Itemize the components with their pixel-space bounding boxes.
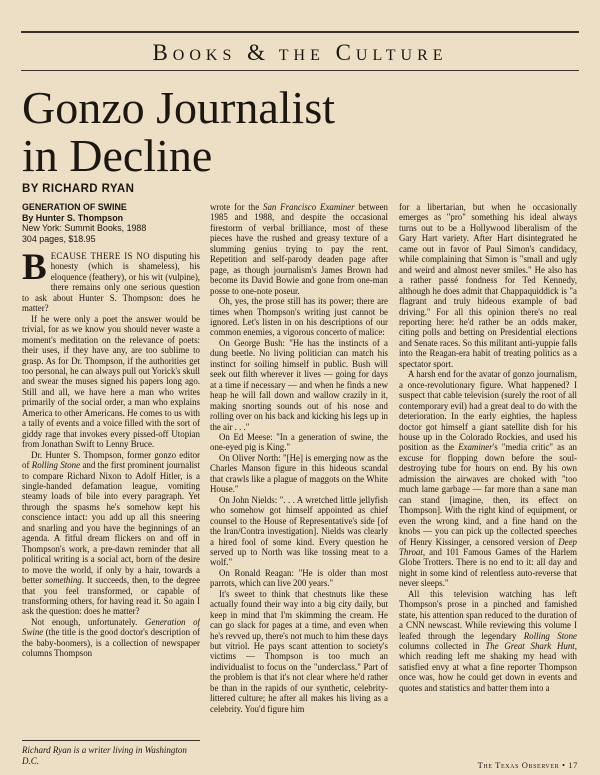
col1-p3-text: Dr. Hunter S. Thompson, former gonzo editor of — [22, 449, 200, 471]
col1-p3-text-3: . It succeeds, then, to the degree that you feel transformed, or capable of transforming others, for having read it. So again I ask the question: does he matter? — [22, 575, 200, 617]
book-title: GENERATION OF SWINE — [22, 202, 127, 212]
page-footer — [478, 760, 578, 770]
col3-p3 — [399, 589, 577, 694]
col2-p1-emph: San Francisco Examiner — [263, 202, 355, 212]
section-rule — [21, 70, 579, 71]
col2-p7: On Ronald Reagan: "He is older than most parrots, which can live 200 years." — [210, 567, 388, 589]
page-number: 17 — [568, 760, 578, 770]
col1-p2: If he were only a poet the answer would be trivial, for as we know you should never waste a moment's meditation on the relevance of poets: their uses, if they have any, are too sublime to grasp. As for Dr. Thompson, if the authorities get too personal, he can always pull out Yorick's skull and swear the muses signed his papers long ago. Still and all, we have here a man who writes primarily of the social order, a man who explains America to other Americans. He comes to us with a tally of events and a voice filled with the sort of giddy rage that invokes every pissed-off Utopian from Jonathan Swift to Lenny Bruce. — [22, 313, 200, 450]
headline — [22, 84, 442, 180]
col3-p3-emph: Rolling Stone — [523, 630, 577, 641]
col3-p2-text: A harsh end for the avatar of gonzo journalism, a once-revolutionary figure. What happened? I suspect that cable television (surely the root of all contemporary evil) had a great deal to do with the deterioration. In the early eighties, the hapless doctor got himself a giant satellite dish for his house up in the Colorado Rockies, and used his position as the — [399, 369, 577, 453]
col3-p1: for a libertarian, but when he occasionally emerges as "pro" something his ideal always turns out to be a Hollywood liberalism of the Gary Hart variety. After Hart disintegrated he came out in favor of Paul Simon's candidacy, while complaining that Simon is "small and ugly and weird and almost never smiles." He also has a rather passé fondness for Ted Kennedy, although he does admit that Chappaquiddick is "a flagrant and truly hideous example of bad driving." For all this opinion there's no real reporting here: he'd rather be an odds maker, citing polls and betting on Presidential elections and Senate races. So this militant anti-yuppie falls into the Reagan-era habit of treating politics as a spectator sport. — [399, 202, 577, 369]
author-bio — [22, 745, 200, 767]
article-column-1 — [22, 202, 200, 742]
footer-separator: • — [561, 760, 566, 770]
book-author: By Hunter S. Thompson — [22, 212, 124, 223]
col2-p4: On Ed Meese: "In a generation of swine, the one-eyed pig is King." — [210, 431, 388, 453]
col3-p3-emph-2: The Great Shark Hunt — [485, 641, 575, 652]
top-rule — [21, 31, 579, 33]
col1-p3-text-2: and the first prominent journalist to compare Richard Nixon to Adolf Hitler, is a single-handed defamation league, vomiting steamy loads of bile into every paragraph. Yet through the spasms he's somehow kept his conscience intact: you add up all this sneering and snarling and you have the beginnings of an agenda. A fitful dream flickers on and off in Thompson's work, a pre-dawn reminder that all political writing is a social act, born of the desire to move the world, if only by a hair, towards a better — [22, 460, 200, 586]
col2-p6: On John Nields: ". . . A wretched little jellyfish who somehow got himself appointed as chief counsel to the House of Representative's side [of the Iran/Contra investigation]. Nields was clearly a hired fool of some kind. Every question he served up to North was like tossing meat to a wolf." — [210, 494, 388, 568]
col1-p3-emph-2: something — [45, 575, 82, 586]
bio-text: is a writer living in Washington D.C. — [22, 745, 187, 766]
col3-p3-text: All this television watching has left Thompson's prose in a pinched and famished state, his attention span reduced to the duration of a CNN newscast. While reviewing this volume I leafed through the legendary — [399, 588, 577, 641]
section-title — [21, 40, 579, 66]
book-publisher: New York: Summit Books, 1988 — [22, 223, 147, 233]
book-pages-price: 304 pages, $18.95 — [22, 233, 96, 244]
article-column-2 — [210, 202, 388, 750]
col2-p2: Oh, yes, the prose still has its power; there are times when Thompson's writing just cannot be ignored. Let's listen in on his descriptions of our common enemies, a vigorous concerto of malice: — [210, 296, 388, 338]
bio-divider — [22, 740, 200, 741]
col2-p1 — [210, 202, 388, 296]
lead-caps: ECAUSE THERE IS NO — [50, 251, 150, 261]
col2-p5: On Oliver North: "[He] is emerging now as the Charles Manson figure in this hideous scandal that crawls like a plague of maggots on the White House." — [210, 452, 388, 495]
byline: BY RICHARD RYAN — [22, 183, 135, 195]
bio-name: Richard Ryan — [22, 745, 72, 755]
headline-line-2: in Decline — [22, 130, 213, 181]
section-ampersand: & — [247, 40, 268, 65]
publication-name: The Texas Observer — [477, 760, 560, 770]
col1-p4 — [22, 617, 200, 659]
book-info — [22, 202, 200, 244]
col1-p4-text-2: (the title is the good doctor's description of the baby-boomers), is a collection of newspaper columns Thompson — [22, 627, 200, 659]
article-column-3 — [399, 202, 577, 750]
col3-p3-text-3: , which reading left me shaking my head with satisfied envy at what a fine reporter Thompson once was, how he could get down in events and quotes and statistics and batter them into a — [399, 641, 577, 693]
col3-p2-text-2: 's "media critic" as an excuse for flopping down before the soul-destroying tube for hours on end. By his own admission the airwaves are choked with "too much lame garbage — far more than a sane man can stand [imagine, then, its effect on Thompson]. With the right kind of equipment, or even the wrong kind, and a fine hand on the knobs — you can pick up the collected speeches of Henry Kissinger, a censored version of — [399, 442, 577, 547]
col2-p1-text: wrote for the — [210, 202, 263, 212]
col3-p2-text-3: , and 101 Famous Games of the Harlem Globe Trotters. There is no end to it: all day and night in some kind of relentless auto-reverse that never sleeps." — [399, 546, 577, 589]
col2-p3: On George Bush: "He has the instincts of a dung beetle. No living politician can match his instinct for soiling himself in public. Bush will seek out filth wherever it lives — going for days at a time if necessary — and when he finds a new heap he will fall down and wallow crazily in it, making snorting sounds out of his nose and rolling over on his back and kicking his legs up in the air . . ." — [210, 337, 388, 432]
section-word-books: Books — [152, 40, 237, 65]
col2-p8: It's sweet to think that chestnuts like these actually found their way into a big city daily, but keep in mind that I'm skimming the cream. He can go slack for pages at a time, and even when he's revved up, there's not much to him these days but vitriol. He pays scant attention to society's victims — Thompson is too much an individualist to focus on the "underclass." Part of the problem is that it's not clear where he'd rather be than in the rapids of our synthetic, celebrity-littered culture; he after all makes his living as a celebrity. You'd figure him — [210, 588, 388, 714]
col2-p1-text-2: between 1985 and 1988, and despite the occasional firestorm of verbal brilliance, most of these pieces have the rushed and greasy texture of a slumming genius trying to pay the rent. Repetition and self-parody deaden page after page, as though journalism's James Brown had become its David Bowie and gone from one-man posse to one-note poseur. — [210, 202, 388, 296]
lead-paragraph — [22, 247, 200, 314]
col1-p3-emph: Rolling Stone — [31, 460, 81, 471]
col3-p2-emph-2: Deep Throat — [399, 536, 577, 557]
section-word-culture: the Culture — [278, 40, 448, 65]
col3-p3-text-2: columns collected in — [399, 641, 486, 652]
col3-p2-emph: Examiner — [458, 442, 493, 453]
col3-p2 — [399, 369, 577, 589]
col1-p4-text: Not enough, unfortunately. — [31, 616, 146, 627]
drop-cap: B — [22, 247, 47, 288]
col1-p3 — [22, 450, 200, 617]
headline-line-1: Gonzo Journalist — [22, 82, 336, 133]
col1-p4-emph: Generation of Swine — [22, 616, 200, 638]
col1-p1: disputing his honesty (which is shameless), his eloquence (feathery), or his wit (vulpine), there remains only one serious question to ask about Hunter S. Thompson: does he matter? — [22, 251, 200, 314]
